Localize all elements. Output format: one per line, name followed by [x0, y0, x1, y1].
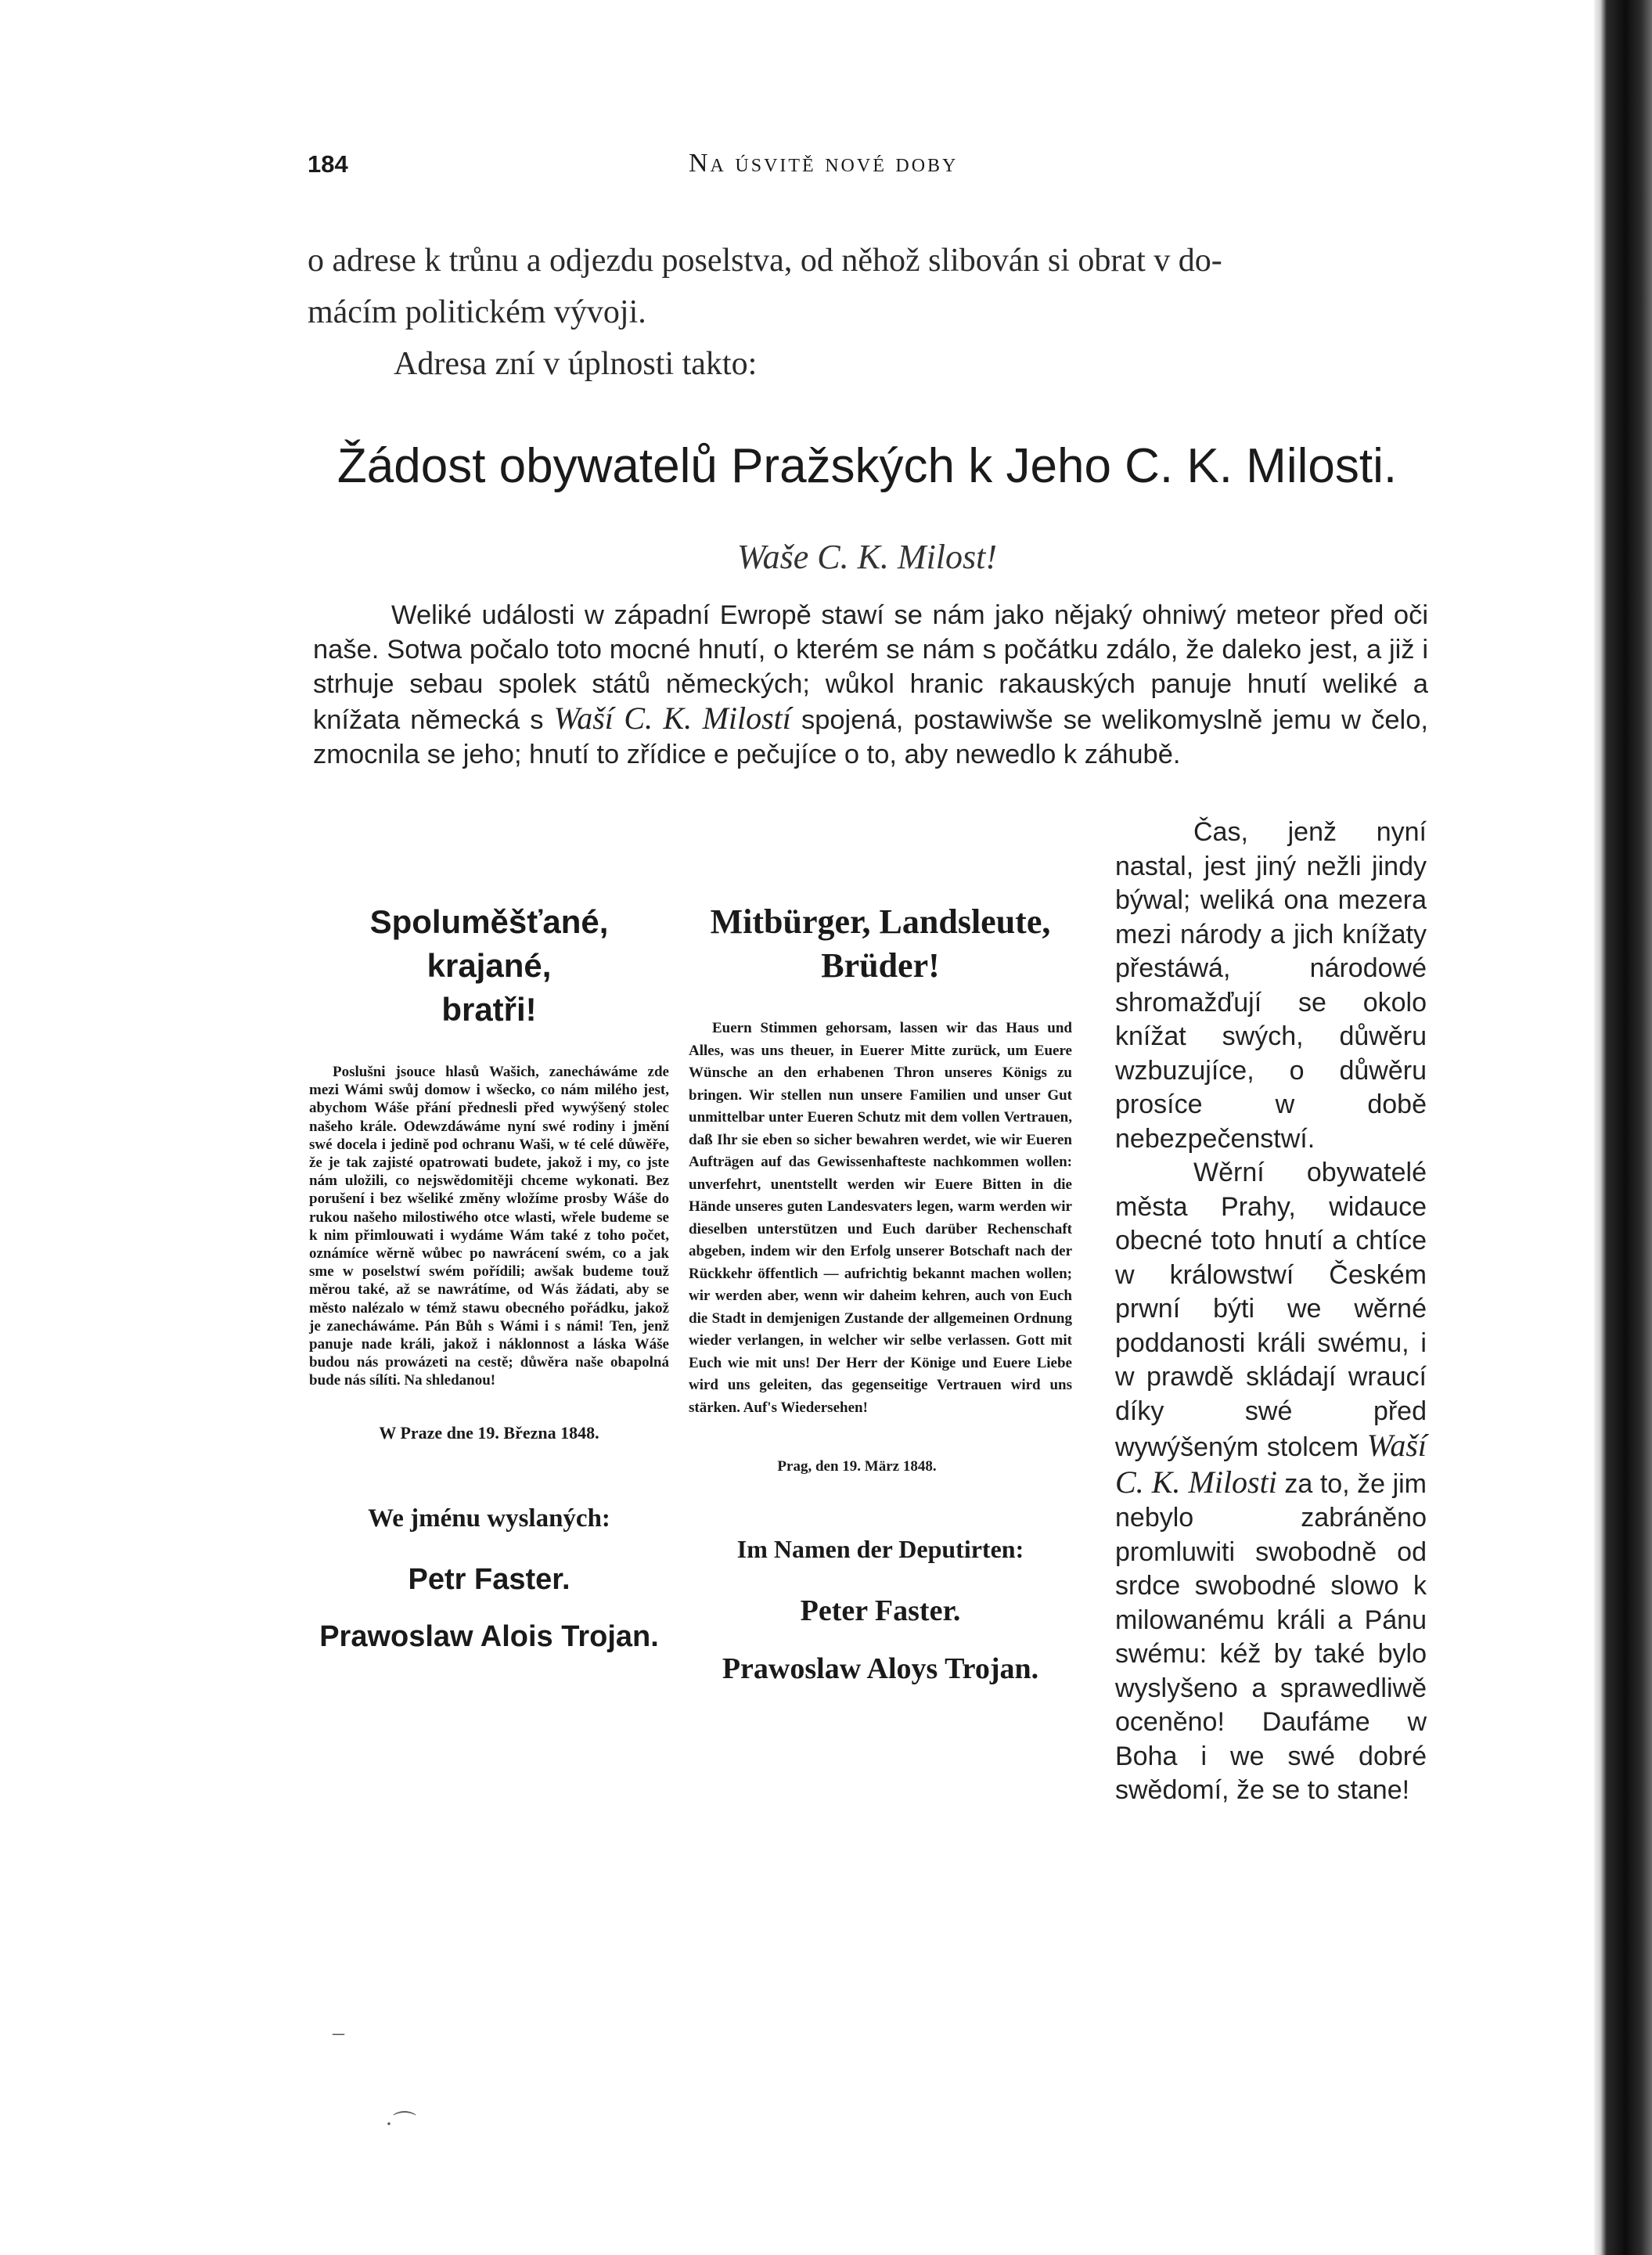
petition-salutation: Waše C. K. Milost! — [736, 538, 998, 576]
intro-text — [308, 235, 1428, 390]
page-number: 184 — [308, 150, 348, 178]
petition-paragraph-start: Weliké události w západní Ewropě stawí se nám jako nějaký ohniwý meteor před oči naše. Sotwa počalo toto mocné hnutí, o kterém se nám s počátku zdálo, že daleko jest, a již i strhuje sebau spolek států německých; wůkol hranic rakauských panuje hnutí weliké a knížata německá s — [313, 600, 1428, 735]
scan-speck-2: ·⌒ — [385, 2111, 416, 2137]
czech-poster-signature-label: We jménu wyslaných: — [368, 1504, 610, 1533]
czech-poster-date: W Praze dne 19. Března 1848. — [379, 1422, 599, 1443]
intro-line-1: o adrese k trůnu a odjezdu poselstva, od něhož slibován si obrat v do- — [308, 243, 1222, 279]
czech-poster-body: Poslušni jsouce hlasů Wašich, zanecháwáme zde mezi Wámi swůj domow i wšecko, co nám milého jest, abychom Wáše přání přednesli před wywýšený stolec našeho krále. Odewzdáwáme nyní swé rodiny i jmění swé docela i jedině pod ochranu Waši, w té celé důwěře, že je tak zajisté opatrowati budete, jakož i my, co jste nám uložili, co nejswědomitěji chceme wykonati. Bez porušení i bez wšeliké změny wložíme prosby Wáše do rukou našeho milostiwého otce wlasti, wřele budeme se k nim přimlouwati i wydáme Wám také z toho počet, oznámíce wěrně wůbec po nawrácení swém, co a jak sme w poselstwí swém pořídili; awšak budeme touž měrou také, až se nawrátíme, od Wás žádati, aby se město nalézalo w témž stawu obecného pořádku, jakož je zanecháwáme. Pán Bůh s Wámi i s námi! Ten, jenž panuje nade králi, jakož i náklonnost a láska Wáše budou nás prowázeti na cestě; důwěra naše obapolná bude nás sílíti. Na shledanou! — [309, 1064, 669, 1389]
czech-poster — [309, 900, 669, 1654]
czech-poster-name-2: Prawoslaw Alois Trojan. — [319, 1619, 659, 1653]
right-column-para-2 — [1115, 1156, 1427, 1808]
czech-poster-name-1: Petr Faster. — [408, 1562, 570, 1596]
right-column-para-2-end: za to, že jim nebylo zabráněno promluwiti swobodně od srdce swobodné slowo k milowanému králi a Pánu swému: kéž by také bylo wyslyšeno a sprawedliwě oceněno! Daufáme w Boha i we swé dobré swědomí, že se to stane! — [1115, 1468, 1427, 1805]
petition-heading: Žádost obywatelů Pražských k Jeho C. K. Milosti. — [337, 439, 1398, 493]
german-poster-date: Prag, den 19. März 1848. — [777, 1458, 937, 1475]
right-column-para-1: Čas, jenž nyní nastal, jest jiný nežli jindy býwal; weliká ona mezera mezi národy a jich knížaty přestáwá, národowé shromažďují se okolo knížat swých, důwěru wzbuzujíce, o důwěru prosíce w době nebezpečenstwí. — [1115, 817, 1427, 1154]
petition-paragraph — [313, 598, 1428, 772]
petition-paragraph-end: spojená, postawiwše se welikomyslně jemu w čelo, zmocnila se jeho; hnutí to zřídice e pečujíce o to, aby newedlo k záhubě. — [313, 705, 1428, 769]
book-spine-shadow — [1594, 0, 1652, 2255]
german-poster-title — [689, 900, 1072, 988]
running-title: Na úsvitě nové doby — [689, 149, 959, 178]
german-poster-signature-label: Im Namen der Deputirten: — [736, 1535, 1024, 1563]
czech-poster-title — [309, 900, 669, 1032]
german-poster-body: Euern Stimmen gehorsam, lassen wir das Haus und Alles, was uns theuer, in Euerer Mitte zurück, um Euere Wünsche an den erhabenen Thron unseres Königs zu bringen. Wir stellen nun unsere Familien und unser Gut unmittelbar unter Eueren Schutz mit dem vollen Vertrauen, daß Ihr sie eben so sicher bewahren werdet, wie wir Eueren Aufträgen auf das Gewissenhafteste nachkommen wollen: unverfehrt, unentstellt werden wir Euere Bitten in die Hände unseres guten Landesvaters legen, warm werden wir dieselben unterstützen und Euch darüber Rechenschaft abgeben, indem wir den Erfolg unserer Botschaft nach der Rückkehr öffentlich — aufrichtig bekannt machen wollen; wir werden aber, wenn wir daheim kehren, auch von Euch die Stadt in demjenigen Zustande der allgemeinen Ordnung wieder verlangen, in welcher wir selbe verlassen. Gott mit Euch wie mit uns! Der Herr der Könige und Euere Liebe wird uns geleiten, das gegenseitige Vertrauen wird uns stärken. Auf's Wiedersehen! — [689, 1020, 1072, 1416]
intro-line-3: Adresa zní v úplnosti takto: — [394, 346, 758, 382]
right-column-para-2-start: Wěrní obywatelé města Prahy, widauce obecné toto hnutí a chtíce w králowstwí Českém prwní býti we wěrné poddanosti králi swému, i w prawdě skládají wraucí díky swé před wywýšeným stolcem — [1115, 1158, 1427, 1462]
german-poster-name-2: Prawoslaw Aloys Trojan. — [722, 1652, 1039, 1685]
right-column-text — [1115, 816, 1427, 1808]
german-poster — [689, 900, 1072, 1686]
intro-line-2: mácím politickém vývoji. — [308, 294, 646, 330]
czech-poster-title-line1: Spoluměšťané, krajané, — [369, 903, 609, 984]
german-poster-name-1: Peter Faster. — [800, 1594, 961, 1627]
german-poster-title-line2: Brüder! — [821, 946, 940, 985]
scan-speck-1: – — [333, 2019, 344, 2045]
czech-poster-title-line2: bratři! — [441, 991, 537, 1028]
petition-paragraph-emph: Waší C. K. Milostí — [553, 701, 791, 736]
german-poster-title-line1: Mitbürger, Landsleute, — [710, 902, 1051, 941]
right-column-para-2-emph: Waší C. K. Milosti — [1115, 1428, 1427, 1500]
